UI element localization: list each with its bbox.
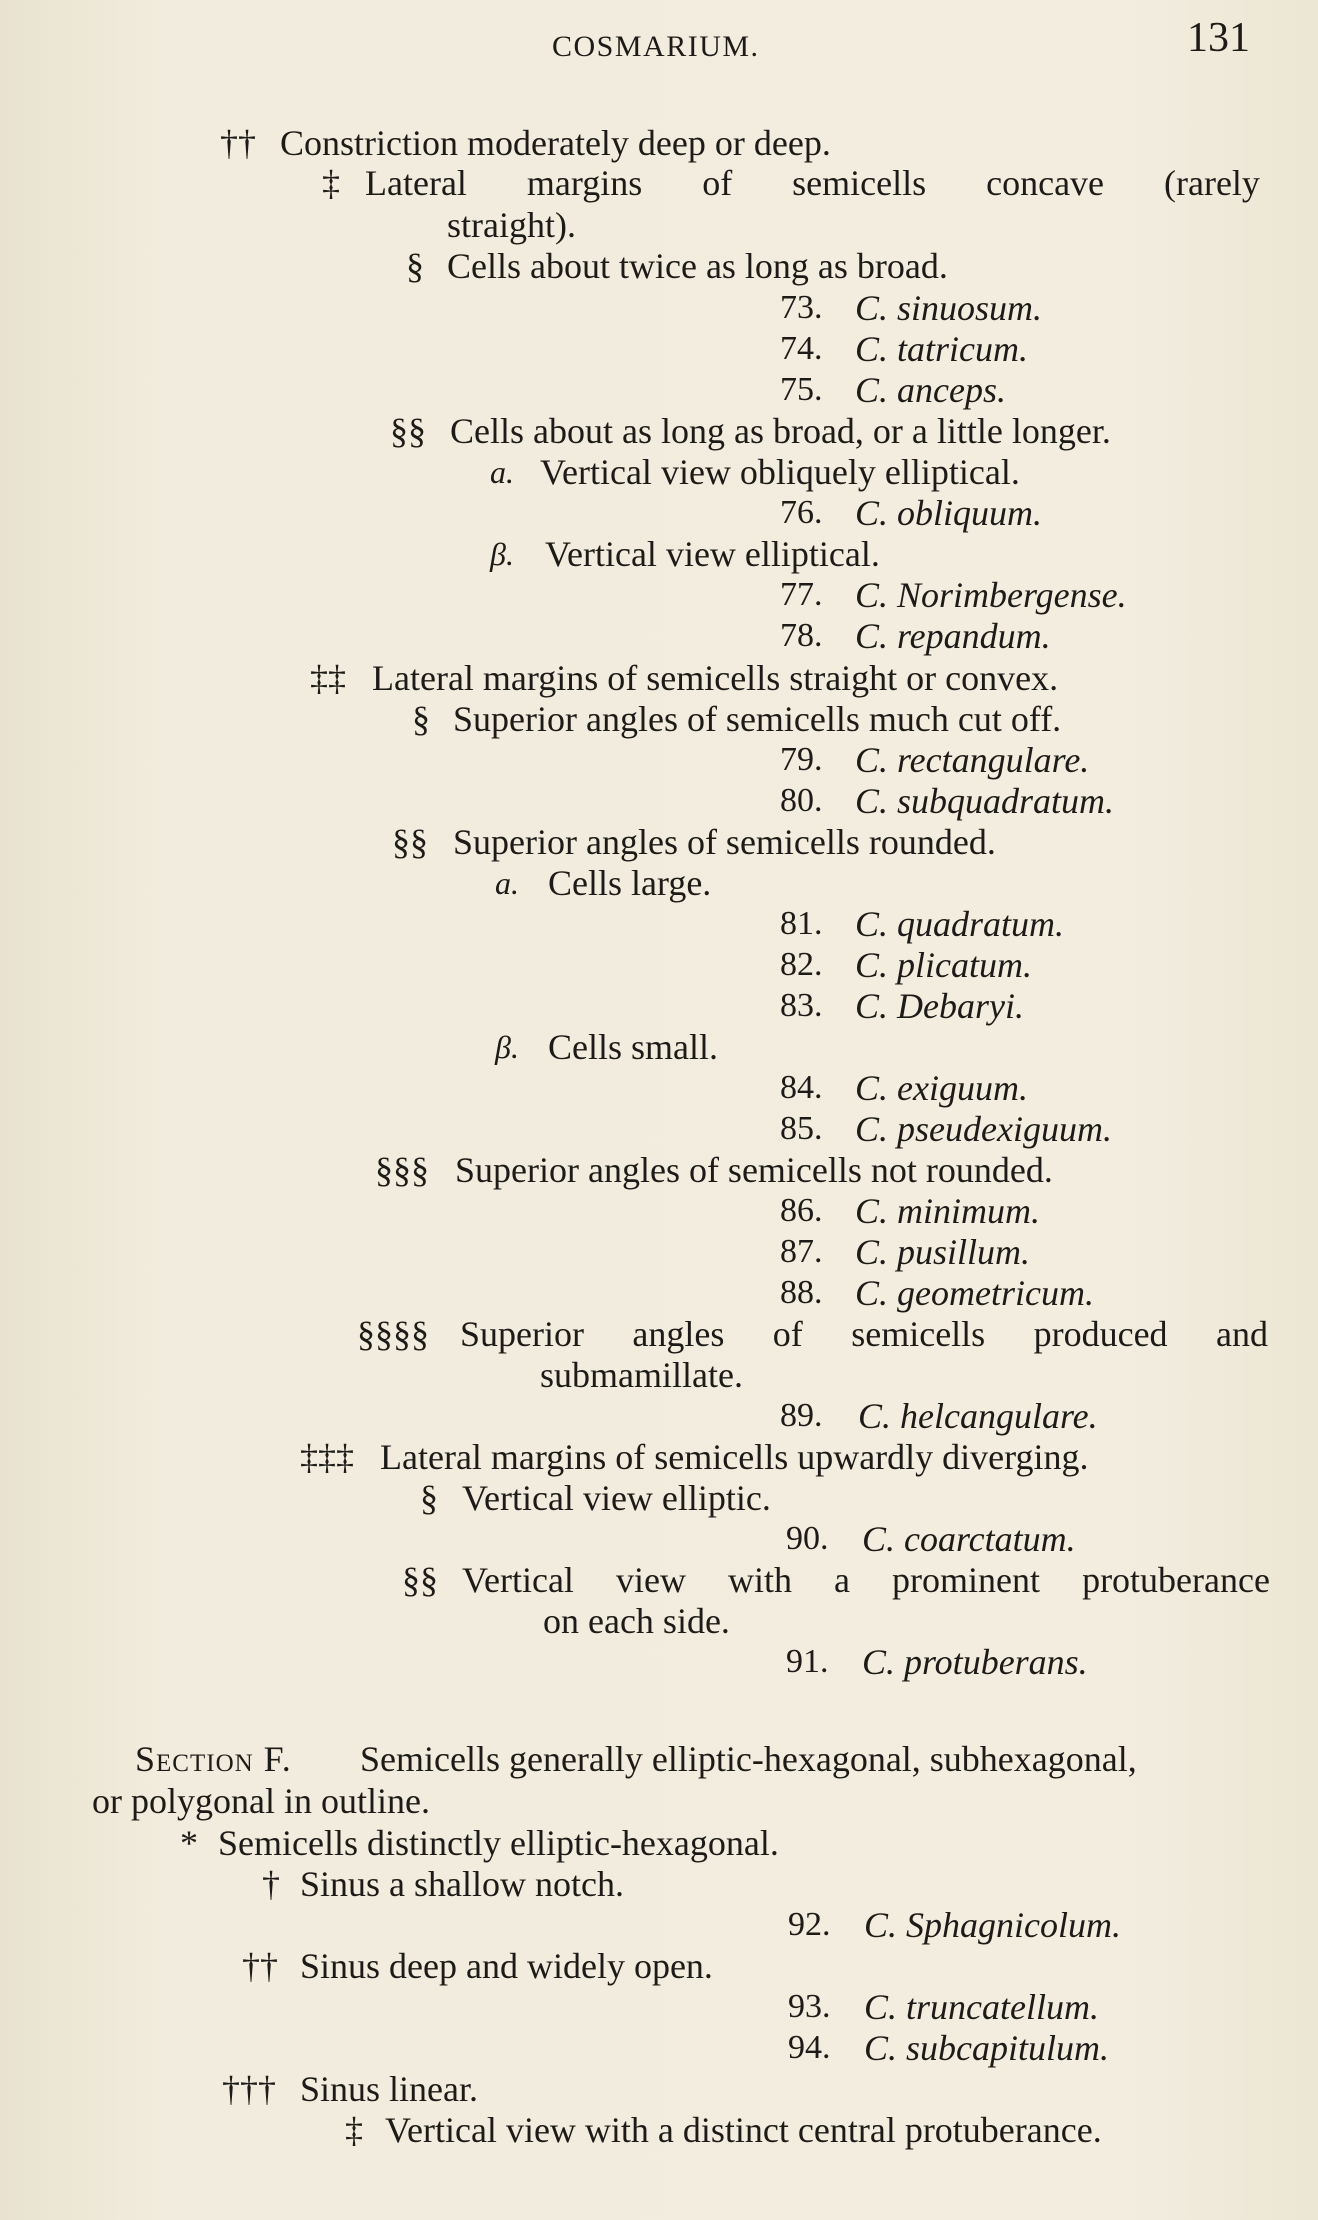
section-heading: Section F. <box>135 1739 292 1779</box>
word: margins <box>526 163 643 203</box>
word: produced <box>1033 1314 1168 1354</box>
key-line: Constriction moderately deep or deep. <box>280 123 831 163</box>
key-symbol: β. <box>490 536 514 572</box>
species-name: C. pseudexiguum. <box>855 1109 1112 1149</box>
word: (rarely <box>1164 163 1260 203</box>
species-name: C. rectangulare. <box>855 740 1090 780</box>
species-name: C. pusillum. <box>855 1232 1031 1272</box>
section-line: Semicells generally elliptic-hexagonal, subhexagonal, <box>360 1739 1137 1779</box>
species-number: 90. <box>786 1520 829 1557</box>
key-line: on each side. <box>543 1601 730 1641</box>
key-symbol: a. <box>490 454 514 490</box>
species-number: 82. <box>780 946 823 983</box>
species-number: 83. <box>780 987 823 1024</box>
species-number: 75. <box>780 371 823 408</box>
key-line: Semicells distinctly elliptic-hexagonal. <box>218 1823 779 1863</box>
word: of <box>772 1314 803 1354</box>
species-number: 79. <box>780 741 823 778</box>
species-name: C. geometricum. <box>855 1273 1094 1313</box>
species-number: 88. <box>780 1274 823 1311</box>
word: Lateral <box>365 163 467 203</box>
key-line: Sinus linear. <box>300 2069 478 2109</box>
key-symbol: †† <box>220 123 256 163</box>
key-line: Cells small. <box>548 1027 718 1067</box>
key-symbol: § <box>412 699 430 739</box>
key-symbol: § <box>406 246 424 286</box>
key-line: submamillate. <box>540 1355 743 1395</box>
species-name: C. protuberans. <box>862 1642 1088 1682</box>
key-symbol: ‡ <box>322 163 340 203</box>
species-name: C. plicatum. <box>855 945 1032 985</box>
species-number: 87. <box>780 1233 823 1270</box>
species-name: C. exiguum. <box>855 1068 1028 1108</box>
species-number: 78. <box>780 617 823 654</box>
key-symbol: §§ <box>392 822 428 862</box>
species-name: C. coarctatum. <box>862 1519 1076 1559</box>
key-symbol: * <box>180 1823 198 1863</box>
key-symbol: β. <box>495 1029 519 1065</box>
key-line: Sinus a shallow notch. <box>300 1864 624 1904</box>
species-number: 92. <box>788 1906 831 1943</box>
word: angles <box>632 1314 725 1354</box>
species-name: C. tatricum. <box>855 329 1029 369</box>
running-title: COSMARIUM. <box>552 30 760 63</box>
word: semicells <box>792 163 927 203</box>
species-number: 89. <box>780 1397 823 1434</box>
species-number: 77. <box>780 576 823 613</box>
species-name: C. Norimbergense. <box>855 575 1127 615</box>
species-name: C. subquadratum. <box>855 781 1115 821</box>
species-name: C. repandum. <box>855 616 1051 656</box>
species-number: 85. <box>780 1110 823 1147</box>
key-symbol: ‡ <box>345 2110 363 2150</box>
species-number: 76. <box>780 494 823 531</box>
species-name: C. obliquum. <box>855 493 1043 533</box>
key-line: Cells large. <box>548 863 712 903</box>
word: protuberance <box>1082 1560 1270 1600</box>
species-name: C. quadratum. <box>855 904 1065 944</box>
species-number: 86. <box>780 1192 823 1229</box>
species-number: 73. <box>780 289 823 326</box>
species-name: C. subcapitulum. <box>864 2028 1110 2068</box>
species-number: 93. <box>788 1988 831 2025</box>
species-number: 91. <box>786 1643 829 1680</box>
word: Vertical <box>462 1560 574 1600</box>
key-line: Lateral margins of semicells straight or convex. <box>372 658 1059 698</box>
key-symbol: ††† <box>222 2069 276 2109</box>
key-line: Superior angles of semicells not rounded. <box>455 1150 1053 1190</box>
word: view <box>615 1560 686 1600</box>
key-line: Superior angles of semicells rounded. <box>453 822 996 862</box>
species-name: C. truncatellum. <box>864 1987 1099 2027</box>
key-line-justified <box>460 1313 1268 1355</box>
page-number: 131 <box>1187 15 1250 61</box>
key-line: Vertical view elliptic. <box>462 1478 771 1518</box>
species-number: 74. <box>780 330 823 367</box>
key-line: Sinus deep and widely open. <box>300 1946 713 1986</box>
key-symbol: † <box>262 1864 280 1904</box>
section-line: or polygonal in outline. <box>92 1781 430 1821</box>
key-line: Vertical view with a distinct central protuberance. <box>385 2110 1102 2150</box>
word: prominent <box>892 1560 1041 1600</box>
species-name: C. Debaryi. <box>855 986 1024 1026</box>
key-symbol: §§§§ <box>357 1314 429 1354</box>
key-line: Vertical view obliquely elliptical. <box>540 452 1020 492</box>
word: concave <box>986 163 1105 203</box>
species-name: C. Sphagnicolum. <box>864 1905 1121 1945</box>
species-name: C. sinuosum. <box>855 288 1043 328</box>
species-number: 84. <box>780 1069 823 1106</box>
word: a <box>834 1560 851 1600</box>
word: of <box>702 163 733 203</box>
word: with <box>727 1560 792 1600</box>
species-name: C. minimum. <box>855 1191 1041 1231</box>
species-name: C. anceps. <box>855 370 1006 410</box>
key-symbol: ‡‡ <box>310 658 346 698</box>
key-line-justified <box>462 1559 1270 1601</box>
key-symbol: §§§ <box>375 1150 429 1190</box>
key-symbol: †† <box>242 1946 278 1986</box>
key-line: Cells about as long as broad, or a little longer. <box>450 411 1111 451</box>
species-number: 94. <box>788 2029 831 2066</box>
species-number: 80. <box>780 782 823 819</box>
word: and <box>1215 1314 1268 1354</box>
key-line: straight). <box>447 205 576 245</box>
word: semicells <box>851 1314 986 1354</box>
key-symbol: § <box>420 1478 438 1518</box>
key-symbol: a. <box>495 865 519 901</box>
key-line: Vertical view elliptical. <box>545 534 880 574</box>
key-line: Lateral margins of semicells upwardly diverging. <box>380 1437 1089 1477</box>
species-name: C. helcangulare. <box>858 1396 1098 1436</box>
key-symbol: ‡‡‡ <box>300 1437 354 1477</box>
word: Superior <box>460 1314 584 1354</box>
key-line-justified <box>365 162 1260 204</box>
species-number: 81. <box>780 905 823 942</box>
key-symbol: §§ <box>390 411 426 451</box>
key-symbol: §§ <box>402 1560 438 1600</box>
key-line: Cells about twice as long as broad. <box>447 246 948 286</box>
key-line: Superior angles of semicells much cut off. <box>453 699 1062 739</box>
